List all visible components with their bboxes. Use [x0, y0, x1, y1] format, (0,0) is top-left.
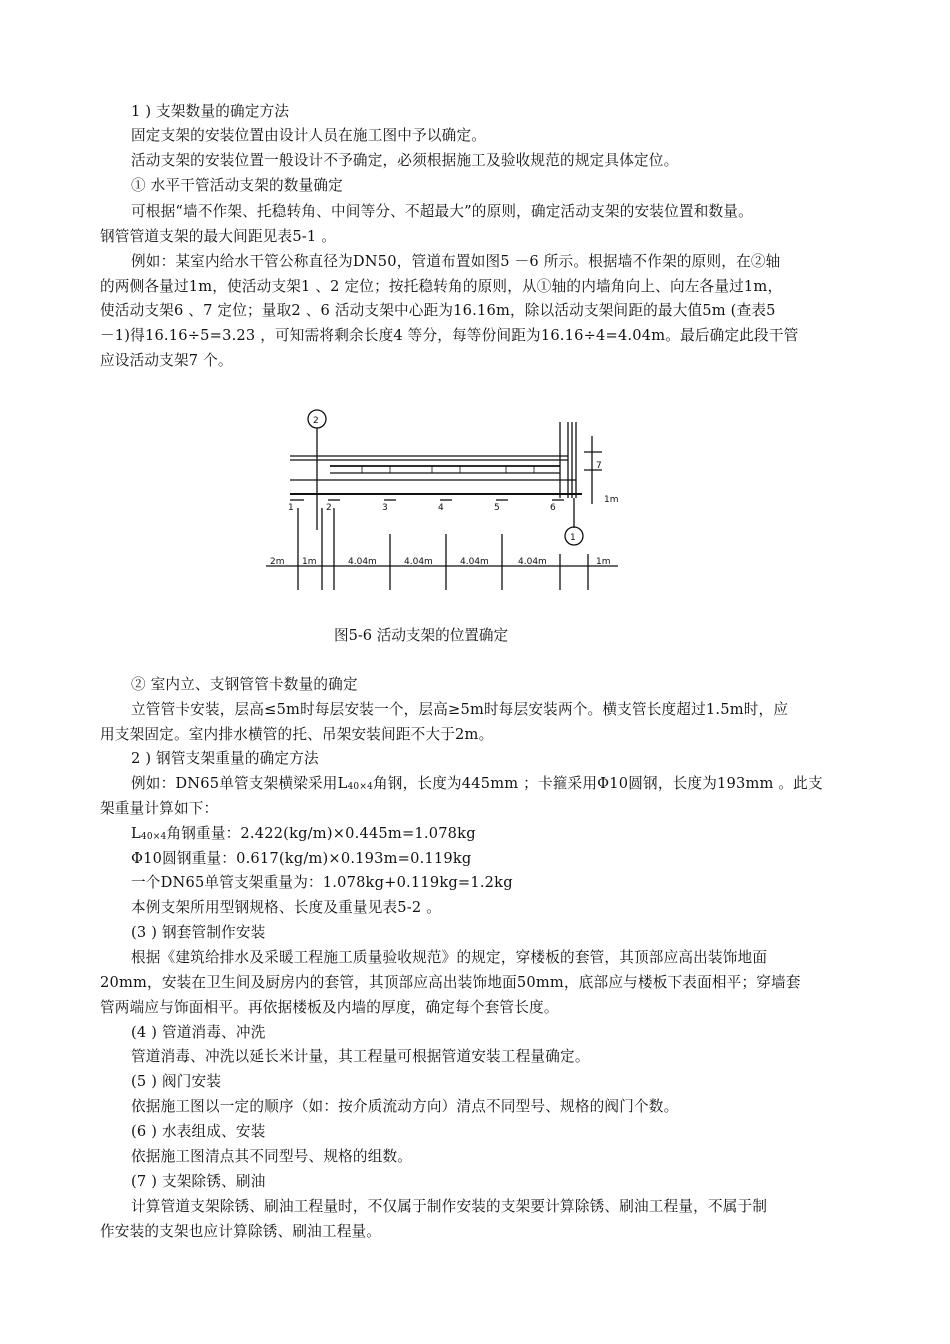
dim-label: 4.04m [518, 557, 547, 567]
paragraph: 应设活动支架7 个。 [100, 352, 233, 369]
angle-symbol: L [337, 775, 348, 792]
paragraph: 依据施工图以一定的顺序（如：按介质流动方向）清点不同型号、规格的阀门个数。 [131, 1098, 679, 1115]
paragraph: 作安装的支架也应计算除锈、刷油工程量。 [100, 1223, 382, 1240]
axis-1-label: 1 [570, 533, 576, 543]
paragraph: 管两端应与饰面相平。再依据楼板及内墙的厚度，确定每个套管长度。 [100, 999, 559, 1016]
dim-label: 1m [596, 557, 611, 567]
dim-label: 4.04m [348, 557, 377, 567]
support-1-label: 1 [288, 503, 294, 513]
figure-caption: 图5-6 活动支架的位置确定 [334, 627, 509, 644]
paragraph: 20mm，安装在卫生间及厨房内的套管，其顶部应高出装饰地面50mm，底部应与楼板下表面相平；穿墙套 [100, 974, 801, 991]
heading-riser-clamps: ② 室内立、支钢管管卡数量的确定 [131, 676, 358, 693]
paragraph: 根据《建筑给排水及采暖工程施工质量验收规范》的规定，穿楼板的套管，其顶部应高出装饰地面 [131, 949, 768, 966]
paragraph: 架重量计算如下： [100, 800, 219, 817]
paragraph: 用支架固定。室内排水横管的托、吊架安装间距不大于2m。 [100, 726, 494, 743]
paragraph: 的两侧各量过1m，使活动支架1 、2 定位；按托稳转角的原则，从①轴的内墙角向上、向左各量过1m， [100, 278, 783, 295]
dim-label: 4.04m [460, 557, 489, 567]
angle-symbol: L [131, 825, 141, 842]
vertical-dimension-label: 1m [604, 495, 619, 505]
heading-horizontal-main: ① 水平干管活动支架的数量确定 [131, 177, 343, 194]
dim-label: 1m [302, 557, 317, 567]
paragraph: 管道消毒、冲洗以延长米计量，其工程量可根据管道安装工程量确定。 [131, 1048, 590, 1065]
heading-sleeve: (3 ) 钢套管制作安装 [131, 924, 266, 941]
heading-meter: (6 ) 水表组成、安装 [131, 1123, 266, 1140]
heading-support-count: 1 ) 支架数量的确定方法 [131, 103, 290, 120]
paragraph: 依据施工图清点其不同型号、规格的组数。 [131, 1148, 413, 1165]
heading-support-weight: 2 ) 钢管支架重量的确定方法 [131, 750, 319, 767]
text: 例如：DN65单管支架横梁采用 [131, 775, 338, 792]
support-4-label: 4 [438, 503, 444, 513]
calc-line: 一个DN65单管支架重量为：1.078kg+0.119kg=1.2kg [131, 874, 513, 891]
support-6-label: 6 [550, 503, 556, 513]
paragraph: 使活动支架6 、7 定位；量取2 、6 活动支架中心距为16.16m，除以活动支架间距的最大值5m (查表5 [100, 302, 776, 319]
angle-subscript: 40×4 [347, 782, 374, 792]
heading-rust-paint: (7 ) 支架除锈、刷油 [131, 1173, 266, 1190]
axis-2-label: 2 [313, 416, 319, 426]
support-7-label: 7 [596, 461, 602, 471]
paragraph: －1)得16.16÷5=3.23 ，可知需将剩余长度4 等分，每等份间距为16.16÷4=4.04m。最后确定此段干管 [100, 327, 799, 344]
dim-label: 4.04m [404, 557, 433, 567]
paragraph: 例如：某室内给水干管公称直径为DN50，管道布置如图5 －6 所示。根据墙不作架的原则，在②轴 [131, 253, 781, 270]
paragraph: 活动支架的安装位置一般设计不予确定，必须根据施工及验收规范的规定具体定位。 [131, 152, 679, 169]
paragraph: 钢管管道支架的最大间距见表5-1 。 [100, 228, 337, 245]
text: 角钢，长度为445mm ；卡箍采用Φ10圆钢，长度为193mm 。此支 [373, 775, 823, 792]
paragraph: 可根据“墙不作架、托稳转角、中间等分、不超最大”的原则，确定活动支架的安装位置和数量。 [131, 203, 753, 220]
heading-valve: (5 ) 阀门安装 [131, 1073, 222, 1090]
calc-line: Φ10圆钢重量：0.617(kg/m)×0.193m=0.119kg [131, 850, 472, 867]
support-position-figure [262, 404, 624, 592]
support-2-label: 2 [326, 503, 332, 513]
paragraph: 本例支架所用型钢规格、长度及重量见表5-2 。 [131, 899, 442, 916]
text: 角钢重量：2.422(kg/m)×0.445m=1.078kg [166, 825, 476, 842]
dim-label: 2m [270, 557, 285, 567]
heading-disinfection: (4 ) 管道消毒、冲洗 [131, 1024, 266, 1041]
paragraph: 固定支架的安装位置由设计人员在施工图中予以确定。 [131, 127, 487, 144]
angle-subscript: 40×4 [140, 832, 167, 842]
paragraph: 立管管卡安装，层高≤5m时每层安装一个，层高≥5m时每层安装两个。横支管长度超过1.5m时，应 [131, 701, 789, 718]
paragraph: 计算管道支架除锈、刷油工程量时，不仅属于制作安装的支架要计算除锈、刷油工程量，不属于制 [131, 1198, 768, 1215]
support-3-label: 3 [382, 503, 388, 513]
support-5-label: 5 [494, 503, 500, 513]
